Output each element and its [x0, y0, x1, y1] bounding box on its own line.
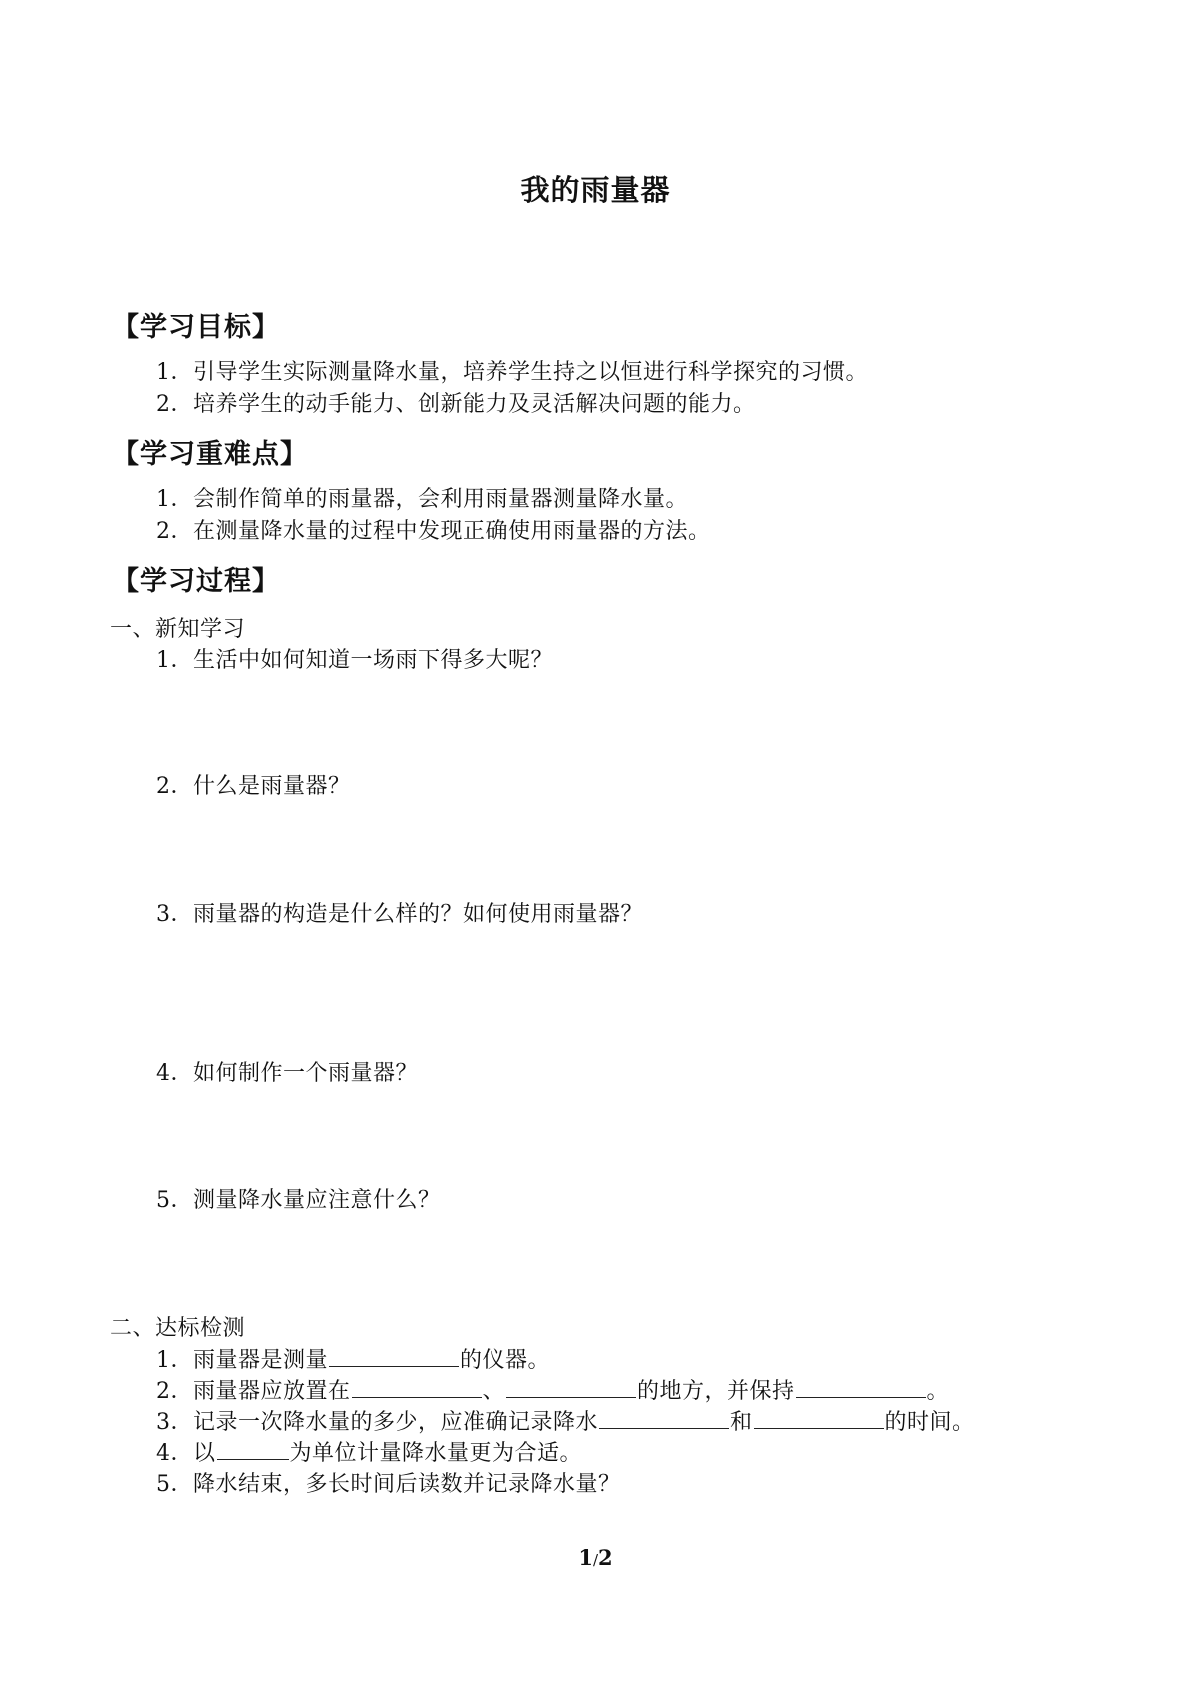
test-q1-text-a: 1．雨量器是测量 [156, 1348, 328, 1373]
question-2: 2．什么是雨量器？ [156, 774, 351, 799]
question-1: 1．生活中如何知道一场雨下得多大呢？ [156, 648, 553, 673]
section-heading-goals: 【学习目标】 [112, 312, 280, 343]
key-point-item-1: 1．会制作简单的雨量器，会利用雨量器测量降水量。 [156, 487, 688, 512]
test-q2-text-c: 的地方，并保持 [637, 1379, 795, 1404]
question-4: 4．如何制作一个雨量器？ [156, 1061, 418, 1086]
part1-label: 一、新知学习 [110, 617, 246, 642]
fill-blank [599, 1410, 729, 1429]
key-point-item-2: 2．在测量降水量的过程中发现正确使用雨量器的方法。 [156, 519, 711, 544]
question-5: 5．测量降水量应注意什么？ [156, 1188, 441, 1213]
test-question-1 [156, 1343, 550, 1374]
test-question-2 [156, 1374, 949, 1405]
part2-label: 二、达标检测 [110, 1316, 246, 1341]
test-q1-text-b: 的仪器。 [460, 1348, 551, 1373]
fill-blank [506, 1379, 636, 1398]
test-question-4 [156, 1436, 582, 1467]
goal-item-2: 2．培养学生的动手能力、创新能力及灵活解决问题的能力。 [156, 392, 756, 417]
test-q2-text-d: 。 [926, 1379, 950, 1404]
test-q3-text-a: 3．记录一次降水量的多少，应准确记录降水 [156, 1410, 598, 1435]
fill-blank [352, 1379, 482, 1398]
question-3: 3．雨量器的构造是什么样的？如何使用雨量器？ [156, 902, 643, 927]
fill-blank [329, 1348, 459, 1367]
test-q2-text-b: 、 [482, 1379, 506, 1404]
section-heading-key-points: 【学习重难点】 [112, 439, 308, 470]
test-q4-text-b: 为单位计量降水量更为合适。 [289, 1441, 583, 1466]
test-question-3 [156, 1405, 975, 1436]
goal-item-1: 1．引导学生实际测量降水量，培养学生持之以恒进行科学探究的习惯。 [156, 360, 868, 385]
test-q2-text-a: 2．雨量器应放置在 [156, 1379, 351, 1404]
page-number [0, 1545, 1191, 1570]
test-question-5: 5．降水结束，多长时间后读数并记录降水量？ [156, 1472, 621, 1497]
page-number-current: 1 [578, 1545, 593, 1570]
test-q4-text-a: 4．以 [156, 1441, 216, 1466]
fill-blank [754, 1410, 884, 1429]
fill-blank [796, 1379, 926, 1398]
page-number-total: 2 [598, 1545, 613, 1570]
test-q3-text-b: 和 [730, 1410, 753, 1435]
fill-blank [217, 1441, 289, 1460]
page-number-separator: / [592, 1551, 599, 1569]
test-q3-text-c: 的时间。 [884, 1410, 975, 1435]
section-heading-process: 【学习过程】 [112, 566, 280, 597]
page-title: 我的雨量器 [520, 173, 671, 207]
